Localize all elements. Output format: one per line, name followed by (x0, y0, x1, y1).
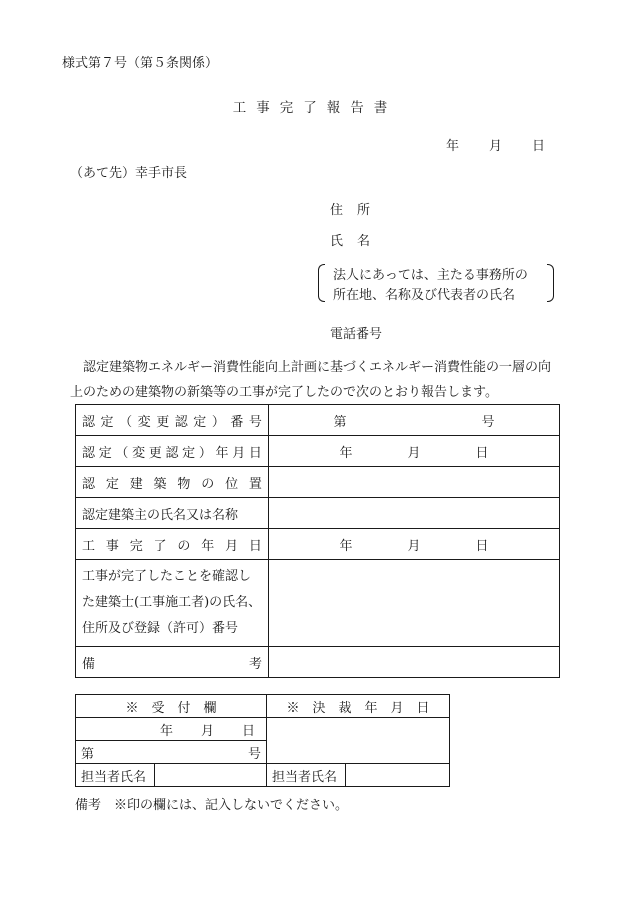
left-bracket (318, 264, 325, 302)
table-row (76, 405, 560, 436)
label-char: の (177, 538, 191, 554)
date-day: 日 (532, 139, 546, 154)
document-title: 工事完了報告書 (232, 100, 398, 116)
address-label: 住所 (330, 203, 385, 218)
label-char: （ (115, 445, 129, 461)
label-char: 認 (174, 414, 188, 430)
label-char: 定 (100, 414, 114, 430)
label-char: ） (211, 414, 225, 430)
year-unit: 年 (339, 445, 353, 461)
label-char: 更 (156, 414, 170, 430)
person-label-right: 担当者氏名 (267, 764, 346, 787)
remarks-char-2: 考 (248, 656, 262, 672)
building-location-value[interactable] (269, 467, 560, 498)
owner-name-value[interactable] (269, 498, 560, 529)
decision-date-area[interactable] (267, 718, 450, 764)
cert-number-value[interactable] (269, 405, 560, 436)
date-year: 年 (446, 139, 460, 154)
receipt-date (76, 718, 267, 741)
cert-date-label (76, 436, 269, 467)
architect-label-line1: 工事が完了したことを確認し (82, 569, 252, 584)
table-row (76, 498, 560, 529)
architect-info-value[interactable] (269, 560, 560, 647)
year-unit: 年 (339, 538, 353, 554)
owner-name-label: 認定建築主の氏名又は名称 (76, 498, 269, 529)
remarks-char-1: 備 (82, 656, 96, 672)
label-char: 置 (248, 476, 262, 492)
label-char: 物 (177, 476, 191, 492)
completion-date-label (76, 529, 269, 560)
table-row (76, 560, 560, 647)
table-row (76, 529, 560, 560)
name-label: 氏名 (330, 234, 385, 249)
report-date (446, 135, 545, 154)
corporate-note-line1: 法人にあっては、主たる事務所の (333, 268, 528, 283)
label-char: 位 (225, 476, 239, 492)
label-char: ） (198, 445, 212, 461)
completion-date-value[interactable] (269, 529, 560, 560)
receipt-day: 日 (241, 723, 255, 739)
label-char: 日 (248, 445, 262, 461)
person-label-left: 担当者氏名 (76, 764, 155, 787)
cert-number-label (76, 405, 269, 436)
label-char: 建 (129, 476, 143, 492)
architect-info-label (76, 560, 269, 647)
receipt-number (76, 741, 267, 764)
architect-label-line3: 住所及び登録（許可）番号 (82, 621, 239, 636)
label-char: の (201, 476, 215, 492)
label-char: 変 (137, 414, 151, 430)
receipt-header: ※ 受 付 欄 (76, 695, 267, 718)
remarks-label (76, 647, 269, 678)
decision-header: ※ 決 裁 年 月 日 (267, 695, 450, 718)
report-table (75, 404, 560, 678)
person-value-left[interactable] (155, 764, 267, 787)
number-suffix: 号 (481, 414, 495, 430)
phone-label: 電話番号 (330, 327, 383, 342)
building-location-label (76, 467, 269, 498)
label-char: 番 (230, 414, 244, 430)
label-char: 工 (82, 538, 96, 554)
right-bracket (547, 264, 554, 302)
label-char: 事 (105, 538, 119, 554)
label-char: 認 (82, 476, 96, 492)
label-char: 定 (105, 476, 119, 492)
receipt-number-prefix: 第 (81, 746, 95, 762)
architect-label-line2: た建築士(工事施工者)の氏名、 (82, 595, 262, 610)
label-char: 定 (182, 445, 196, 461)
corporate-note-line2: 所在地、名称及び代表者の氏名 (333, 288, 516, 303)
report-statement: 認定建築物エネルギー消費性能向上計画に基づくエネルギー消費性能の一層の向上のための建築物の新築等の工事が完了したので次のとおり報告します。 (70, 360, 552, 400)
remarks-note: 備考 ※印の欄には、記入しないでください。 (75, 798, 349, 813)
label-char: 年 (201, 538, 215, 554)
label-char: 認 (165, 445, 179, 461)
label-char: 日 (248, 538, 262, 554)
day-unit: 日 (475, 538, 489, 554)
label-char: （ (119, 414, 133, 430)
label-char: 号 (248, 414, 262, 430)
receipt-number-suffix: 号 (247, 746, 261, 762)
label-char: 認 (82, 414, 96, 430)
label-char: 更 (148, 445, 162, 461)
label-char: 認 (82, 445, 96, 461)
person-value-right[interactable] (346, 764, 450, 787)
label-char: 変 (132, 445, 146, 461)
remarks-value[interactable] (269, 647, 560, 678)
label-char: 定 (193, 414, 207, 430)
addressee: （あて先）幸手市長 (70, 166, 188, 181)
table-row (76, 436, 560, 467)
cert-date-value[interactable] (269, 436, 560, 467)
table-row (76, 647, 560, 678)
reception-table (75, 694, 450, 787)
day-unit: 日 (475, 445, 489, 461)
label-char: 年 (215, 445, 229, 461)
label-char: 月 (232, 445, 246, 461)
label-char: 定 (98, 445, 112, 461)
number-prefix: 第 (333, 414, 347, 430)
table-row (76, 467, 560, 498)
receipt-year: 年 (159, 723, 173, 739)
label-char: 築 (153, 476, 167, 492)
label-char: 完 (129, 538, 143, 554)
month-unit: 月 (407, 445, 421, 461)
corporate-note (318, 262, 554, 302)
date-month: 月 (489, 139, 503, 154)
form-number: 様式第７号（第５条関係） (62, 56, 219, 71)
month-unit: 月 (407, 538, 421, 554)
label-char: 月 (225, 538, 239, 554)
label-char: 了 (153, 538, 167, 554)
receipt-month: 月 (200, 723, 214, 739)
